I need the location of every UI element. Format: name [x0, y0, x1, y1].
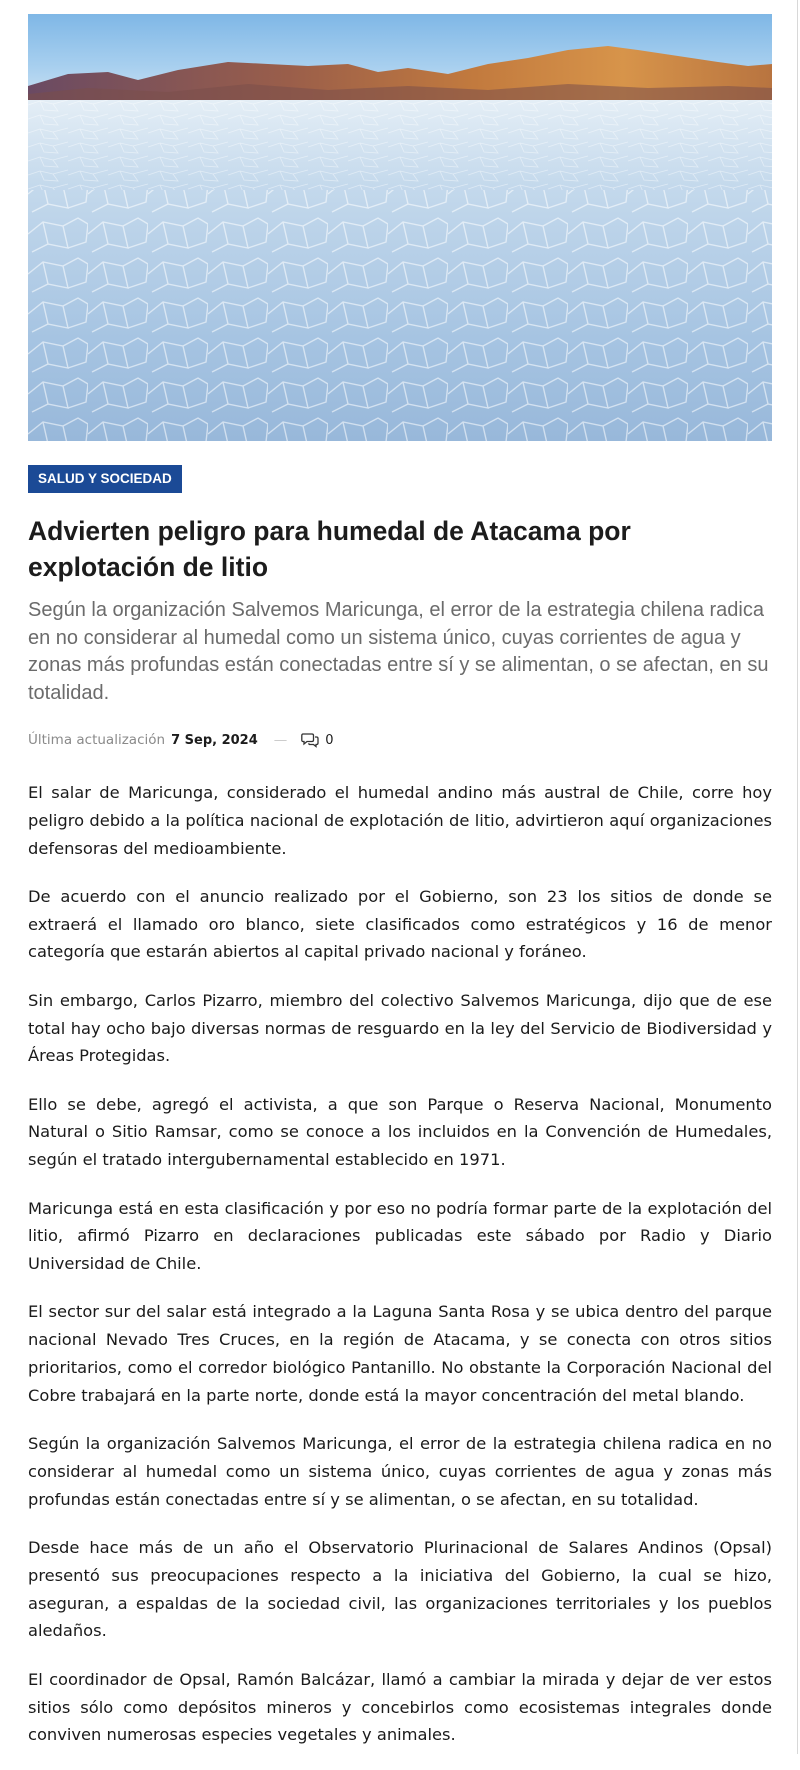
last-updated-label: Última actualización	[28, 732, 166, 748]
meta-separator: —	[273, 732, 288, 748]
body-paragraph: El salar de Maricunga, considerado el humedal andino más austral de Chile, corre hoy peligro debido a la política nacional de explotación de litio, advirtieron aquí organizaciones defensoras del medioambiente.	[28, 783, 772, 858]
hero-image-salt-flat	[28, 14, 772, 441]
body-paragraph: Desde hace más de un año el Observatorio Plurinacional de Salares Andinos (Opsal) presentó sus preocupaciones respecto a la iniciativa del Gobierno, la cual se hizo, aseguran, a espaldas de la sociedad civil, las organizaciones territoriales y los pueblos aledaños.	[28, 1538, 772, 1641]
article-meta	[28, 729, 772, 751]
body-paragraph: De acuerdo con el anuncio realizado por el Gobierno, son 23 los sitios de donde se extraerá el llamado oro blanco, siete clasificados como estratégicos y 16 de menor categoría que estarán abiertos al capital privado nacional y foráneo.	[28, 886, 772, 962]
body-paragraph: Maricunga está en esta clasificación y por eso no podría formar parte de la explotación del litio, afirmó Pizarro en declaraciones publicadas este sábado por Radio y Diario Universidad de Chile.	[28, 1198, 772, 1274]
body-paragraph: Ello se debe, agregó el activista, a que son Parque o Reserva Nacional, Monumento Natural o Sitio Ramsar, como se conoce a los incluidos en la Convención de Humedales, según el tratado intergubernamental establecido en 1971.	[28, 1094, 772, 1170]
article-subtitle: Según la organización Salvemos Maricunga, el error de la estrategia chilena radica en no considerar al humedal como un sistema único, cuyas corrientes de agua y zonas más profundas están conectadas entre sí y se alimentan, o se afectan, en su totalidad.	[28, 599, 769, 704]
body-paragraph: El sector sur del salar está integrado a la Laguna Santa Rosa y se ubica dentro del parque nacional Nevado Tres Cruces, en la región de Atacama, y se conecta con otros sitios prioritarios, como el corredor biológico Pantanillo. No obstante la Corporación Nacional del Cobre trabajará en la parte norte, donde está la mayor concentración del metal blando.	[28, 1302, 772, 1405]
article-headline: Advierten peligro para humedal de Atacama por explotación de litio	[28, 516, 631, 582]
body-paragraph: Sin embargo, Carlos Pizarro, miembro del colectivo Salvemos Maricunga, dijo que de ese total hay ocho bajo diversas normas de resguardo en la ley del Servicio de Biodiversidad y Áreas Protegidas.	[28, 990, 772, 1066]
article	[28, 14, 772, 1770]
last-updated-date: 7 Sep, 2024	[171, 732, 258, 748]
category-badge[interactable]: SALUD Y SOCIEDAD	[28, 465, 182, 493]
body-paragraph: El coordinador de Opsal, Ramón Balcázar, llamó a cambiar la mirada y dejar de ver estos sitios sólo como depósitos mineros y concebirlos como ecosistemas integrales donde conviven numerosas especies vegetales y animales.	[28, 1669, 772, 1745]
article-body	[28, 779, 772, 1749]
speech-bubbles-icon[interactable]	[301, 732, 319, 748]
body-paragraph: Según la organización Salvemos Maricunga, el error de la estrategia chilena radica en no considerar al humedal como un sistema único, cuyas corrientes de agua y zonas más profundas están conectadas entre sí y se alimentan, o se afectan, en su totalidad.	[28, 1434, 772, 1509]
page-edge-rule	[797, 0, 798, 1754]
comments-count[interactable]: 0	[325, 732, 334, 748]
